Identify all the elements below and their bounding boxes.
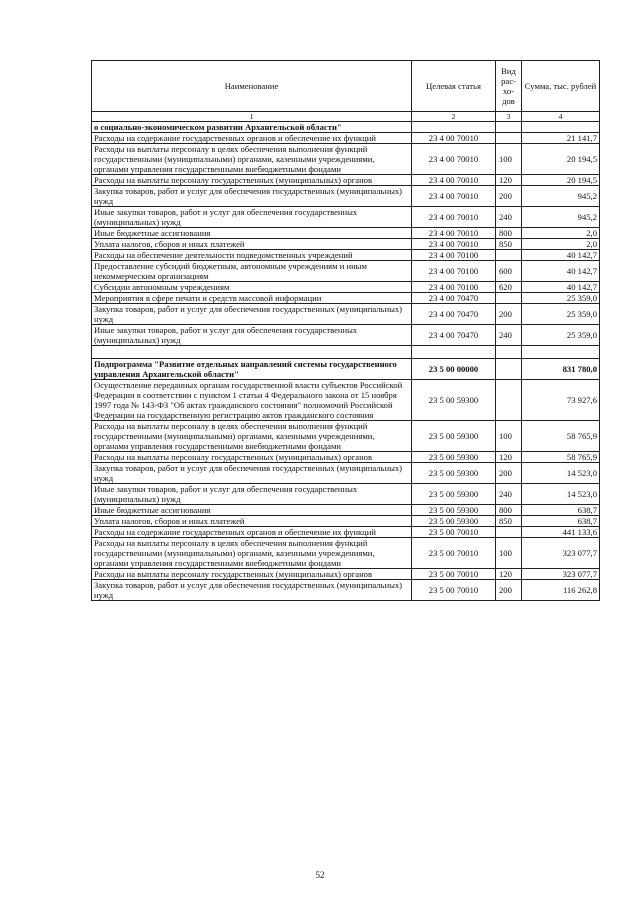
row-name: Закупка товаров, работ и услуг для обеспечения государственных (муниципальных) нужд (92, 463, 412, 484)
row-expense-type (496, 380, 522, 421)
row-amount: 116 262,8 (522, 580, 600, 601)
row-target-code (412, 346, 496, 359)
table-row (92, 144, 600, 175)
row-expense-type (496, 359, 522, 380)
row-amount: 21 141,7 (522, 133, 600, 144)
table-row (92, 228, 600, 239)
row-target-code: 23 5 00 59300 (412, 452, 496, 463)
row-amount: 323 077,7 (522, 569, 600, 580)
row-target-code: 23 5 00 59300 (412, 421, 496, 452)
table-row (92, 359, 600, 380)
row-amount: 25 359,0 (522, 293, 600, 304)
table-row (92, 580, 600, 601)
budget-table-page (91, 60, 599, 601)
row-name: о социально-экономическом развитии Архангельской области" (92, 122, 412, 133)
table-row (92, 186, 600, 207)
row-amount: 58 765,9 (522, 421, 600, 452)
row-name (92, 346, 412, 359)
table-row (92, 250, 600, 261)
table-row (92, 175, 600, 186)
row-amount: 73 927,6 (522, 380, 600, 421)
row-expense-type: 800 (496, 228, 522, 239)
row-target-code: 23 5 00 59300 (412, 505, 496, 516)
row-expense-type: 850 (496, 516, 522, 527)
row-amount: 2,0 (522, 228, 600, 239)
row-amount (522, 346, 600, 359)
row-amount: 831 780,0 (522, 359, 600, 380)
row-amount: 58 765,9 (522, 452, 600, 463)
row-target-code: 23 4 00 70010 (412, 144, 496, 175)
row-expense-type (496, 250, 522, 261)
row-name: Осуществление переданных органам государственной власти субъектов Российской Федерации в соответствии с пунктом 1 статьи 4 Федерального закона от 15 ноября 1997 года № 143-ФЗ "Об актах гражданского состояния" полномочий Российской Федерации на государственную регистрацию актов гражданского состояния (92, 380, 412, 421)
header-sum: Сумма, тыс. рублей (522, 61, 600, 112)
row-expense-type: 600 (496, 261, 522, 282)
row-target-code: 23 5 00 59300 (412, 516, 496, 527)
row-target-code: 23 5 00 70010 (412, 527, 496, 538)
table-row (92, 538, 600, 569)
row-target-code: 23 5 00 70010 (412, 569, 496, 580)
row-expense-type: 200 (496, 304, 522, 325)
row-target-code: 23 4 00 70100 (412, 261, 496, 282)
row-amount: 14 523,0 (522, 463, 600, 484)
row-expense-type (496, 293, 522, 304)
row-expense-type: 120 (496, 452, 522, 463)
row-amount: 638,7 (522, 516, 600, 527)
column-number: 3 (496, 112, 522, 122)
row-target-code: 23 5 00 59300 (412, 484, 496, 505)
row-amount: 25 359,0 (522, 304, 600, 325)
table-row (92, 346, 600, 359)
row-name: Расходы на выплаты персоналу в целях обеспечения выполнения функций государственными (муниципальными) органами, казенными учреждениями, органами управления государственными внебюджетными фондами (92, 538, 412, 569)
row-expense-type: 100 (496, 538, 522, 569)
row-expense-type: 200 (496, 580, 522, 601)
table-row (92, 325, 600, 346)
table-row (92, 380, 600, 421)
row-name: Расходы на содержание государственных органов и обеспечение их функций (92, 133, 412, 144)
row-expense-type: 240 (496, 207, 522, 228)
row-expense-type: 100 (496, 421, 522, 452)
row-amount: 638,7 (522, 505, 600, 516)
budget-table (91, 60, 600, 601)
row-amount: 40 142,7 (522, 282, 600, 293)
row-amount: 2,0 (522, 239, 600, 250)
row-amount: 14 523,0 (522, 484, 600, 505)
table-row (92, 527, 600, 538)
row-expense-type: 200 (496, 463, 522, 484)
table-row (92, 261, 600, 282)
table-row (92, 421, 600, 452)
row-name: Закупка товаров, работ и услуг для обеспечения государственных (муниципальных) нужд (92, 304, 412, 325)
row-expense-type: 120 (496, 569, 522, 580)
row-name: Расходы на содержание государственных органов и обеспечение их функций (92, 527, 412, 538)
row-amount: 25 359,0 (522, 325, 600, 346)
row-target-code: 23 4 00 70010 (412, 207, 496, 228)
column-number: 1 (92, 112, 412, 122)
row-expense-type: 850 (496, 239, 522, 250)
row-target-code: 23 4 00 70470 (412, 325, 496, 346)
row-name: Расходы на выплаты персоналу в целях обеспечения выполнения функций государственными (муниципальными) органами, казенными учреждениями, органами управления государственными внебюджетными фондами (92, 144, 412, 175)
column-number: 4 (522, 112, 600, 122)
row-target-code: 23 4 00 70470 (412, 293, 496, 304)
row-target-code: 23 5 00 59300 (412, 463, 496, 484)
column-number: 2 (412, 112, 496, 122)
table-row (92, 484, 600, 505)
row-name: Иные закупки товаров, работ и услуг для обеспечения государственных (муниципальных) нужд (92, 207, 412, 228)
table-row (92, 293, 600, 304)
row-amount: 40 142,7 (522, 261, 600, 282)
row-amount: 20 194,5 (522, 175, 600, 186)
row-name: Расходы на обеспечение деятельности подведомственных учреждений (92, 250, 412, 261)
row-name: Уплата налогов, сборов и иных платежей (92, 239, 412, 250)
row-amount: 40 142,7 (522, 250, 600, 261)
row-expense-type: 240 (496, 484, 522, 505)
row-expense-type (496, 133, 522, 144)
table-row (92, 122, 600, 133)
row-name: Мероприятия в сфере печати и средств массовой информации (92, 293, 412, 304)
row-expense-type (496, 527, 522, 538)
row-expense-type: 100 (496, 144, 522, 175)
row-name: Расходы на выплаты персоналу в целях обеспечения выполнения функций государственными (муниципальными) органами, казенными учреждениями, органами управления государственными внебюджетными фондами (92, 421, 412, 452)
row-target-code: 23 5 00 70010 (412, 580, 496, 601)
header-type: Вид рас- хо- дов (496, 61, 522, 112)
row-name: Закупка товаров, работ и услуг для обеспечения государственных (муниципальных) нужд (92, 580, 412, 601)
row-name: Иные закупки товаров, работ и услуг для обеспечения государственных (муниципальных) нужд (92, 325, 412, 346)
row-target-code: 23 4 00 70010 (412, 228, 496, 239)
table-row (92, 452, 600, 463)
row-target-code: 23 5 00 00000 (412, 359, 496, 380)
row-name: Закупка товаров, работ и услуг для обеспечения государственных (муниципальных) нужд (92, 186, 412, 207)
table-row (92, 516, 600, 527)
row-expense-type: 120 (496, 175, 522, 186)
row-target-code: 23 4 00 70100 (412, 282, 496, 293)
table-row (92, 569, 600, 580)
row-name: Иные закупки товаров, работ и услуг для обеспечения государственных (муниципальных) нужд (92, 484, 412, 505)
row-target-code: 23 4 00 70010 (412, 175, 496, 186)
column-number-row (92, 112, 600, 122)
table-row (92, 133, 600, 144)
table-row (92, 207, 600, 228)
row-amount: 323 077,7 (522, 538, 600, 569)
row-name: Иные бюджетные ассигнования (92, 228, 412, 239)
row-target-code: 23 5 00 59300 (412, 380, 496, 421)
row-name: Расходы на выплаты персоналу государственных (муниципальных) органов (92, 569, 412, 580)
row-target-code: 23 4 00 70010 (412, 133, 496, 144)
row-target-code: 23 4 00 70010 (412, 186, 496, 207)
row-expense-type: 240 (496, 325, 522, 346)
row-amount: 945,2 (522, 186, 600, 207)
table-row (92, 282, 600, 293)
header-code: Целевая статья (412, 61, 496, 112)
row-expense-type: 200 (496, 186, 522, 207)
row-expense-type (496, 122, 522, 133)
row-target-code: 23 4 00 70100 (412, 250, 496, 261)
row-amount: 20 194,5 (522, 144, 600, 175)
row-amount (522, 122, 600, 133)
row-amount: 945,2 (522, 207, 600, 228)
row-expense-type: 620 (496, 282, 522, 293)
header-name: Наименование (92, 61, 412, 112)
row-name: Подпрограмма "Развитие отдельных направлений системы государственного управления Архангельской области" (92, 359, 412, 380)
row-name: Расходы на выплаты персоналу государственных (муниципальных) органов (92, 175, 412, 186)
row-expense-type (496, 346, 522, 359)
row-expense-type: 800 (496, 505, 522, 516)
row-target-code: 23 5 00 70010 (412, 538, 496, 569)
table-row (92, 239, 600, 250)
row-name: Расходы на выплаты персоналу государственных (муниципальных) органов (92, 452, 412, 463)
row-target-code: 23 4 00 70470 (412, 304, 496, 325)
row-amount: 441 133,6 (522, 527, 600, 538)
row-target-code: 23 4 00 70010 (412, 239, 496, 250)
row-target-code (412, 122, 496, 133)
row-name: Предоставление субсидий бюджетным, автономным учреждениям и иным некоммерческим организациям (92, 261, 412, 282)
row-name: Иные бюджетные ассигнования (92, 505, 412, 516)
table-row (92, 304, 600, 325)
row-name: Субсидии автономным учреждениям (92, 282, 412, 293)
page-number: 52 (315, 870, 325, 880)
table-header-row (92, 61, 600, 112)
table-row (92, 505, 600, 516)
row-name: Уплата налогов, сборов и иных платежей (92, 516, 412, 527)
table-row (92, 463, 600, 484)
